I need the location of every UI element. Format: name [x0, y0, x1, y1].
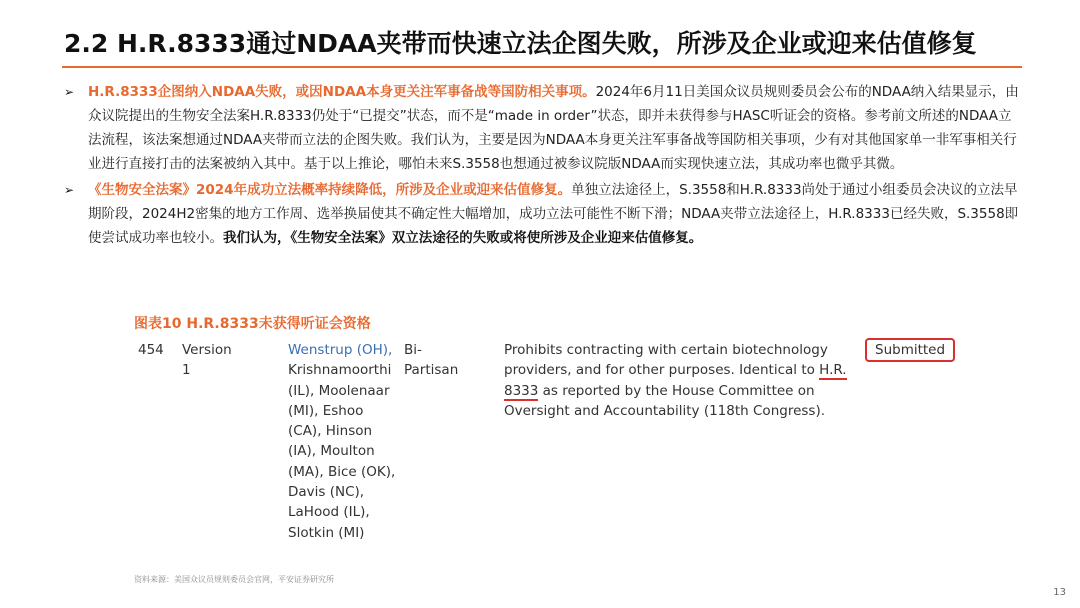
description-text-end: as reported by the House Committee on Oversight and Accountability (118th Congress).	[504, 382, 826, 419]
row-party: Bi-Partisan	[404, 342, 459, 379]
bullet-list	[62, 80, 1022, 252]
row-version: Version 1	[182, 342, 232, 379]
title-divider	[62, 66, 1022, 68]
bullet-conclusion: 我们认为，《生物安全法案》双立法途径的失败或将使所涉及企业迎来估值修复。	[223, 230, 703, 246]
bullet-text: 单独立法途径上，S.3558和H.R.8333尚处于通过小组委员会决议的立法早期阶段，2024H2密集的地方工作周、选举换届使其不确定性大幅增加，成功立法可能性不断下滑；NDAA夹带立法途径上，H.R.8333已经失败，S.3558即使尝试成功率也较小。	[88, 182, 1019, 246]
bullet-highlight: 《生物安全法案》2024年成功立法概率持续降低，所涉及企业或迎来估值修复。	[88, 182, 572, 198]
sponsor-list: Krishnamoorthi (IL), Moolenaar (MI), Eshoo (CA), Hinson (IA), Moulton (MA), Bice (OK), Davis (NC), LaHood (IL), Slotkin (MI)	[288, 362, 396, 541]
status-badge: Submitted	[865, 338, 955, 362]
sponsor-link[interactable]: Wenstrup (OH),	[288, 342, 393, 358]
bullet-highlight: H.R.8333企图纳入NDAA失败，或因NDAA本身更关注军事备战等国防相关事项。	[88, 84, 596, 100]
bill-reference: H.R. 8333	[504, 362, 847, 399]
page-number: 13	[1053, 587, 1066, 598]
row-description	[504, 340, 856, 421]
bullet-arrow-icon: ➢	[64, 85, 75, 99]
description-text: Prohibits contracting with certain biotechnology providers, and for other purposes. Identical to	[504, 342, 828, 379]
figure-title: 图表10 H.R.8333未获得听证会资格	[134, 316, 371, 332]
source-note: 资料来源：美国众议员规则委员会官网，平安证券研究所	[134, 575, 334, 584]
bullet-item	[62, 80, 1022, 176]
bullet-arrow-icon: ➢	[64, 183, 75, 197]
row-status	[865, 340, 955, 362]
page-title: 2.2 H.R.8333通过NDAA夹带而快速立法企图失败，所涉及企业或迎来估值修复	[64, 29, 977, 58]
row-sponsors	[288, 340, 400, 543]
bullet-item	[62, 178, 1022, 250]
row-number: 454	[138, 342, 164, 358]
bullet-text: 2024年6月11日美国众议员规则委员会公布的NDAA纳入结果显示，由众议院提出的生物安全法案H.R.8333仍处于“已提交”状态，而不是“made in order”状态，即并未获得参与HASC听证会的资格。参考前文所述的NDAA立法流程，该法案想通过NDAA夹带而立法的企图失败。我们认为，主要是因为NDAA本身更关注军事备战等国防相关事项，少有对其他国家单一非军事相关行业进行直接打击的法案被纳入其中。基于以上推论，哪怕未来S.3558也想通过被参议院版NDAA而实现快速立法，其成功率也微乎其微。	[88, 84, 1019, 172]
